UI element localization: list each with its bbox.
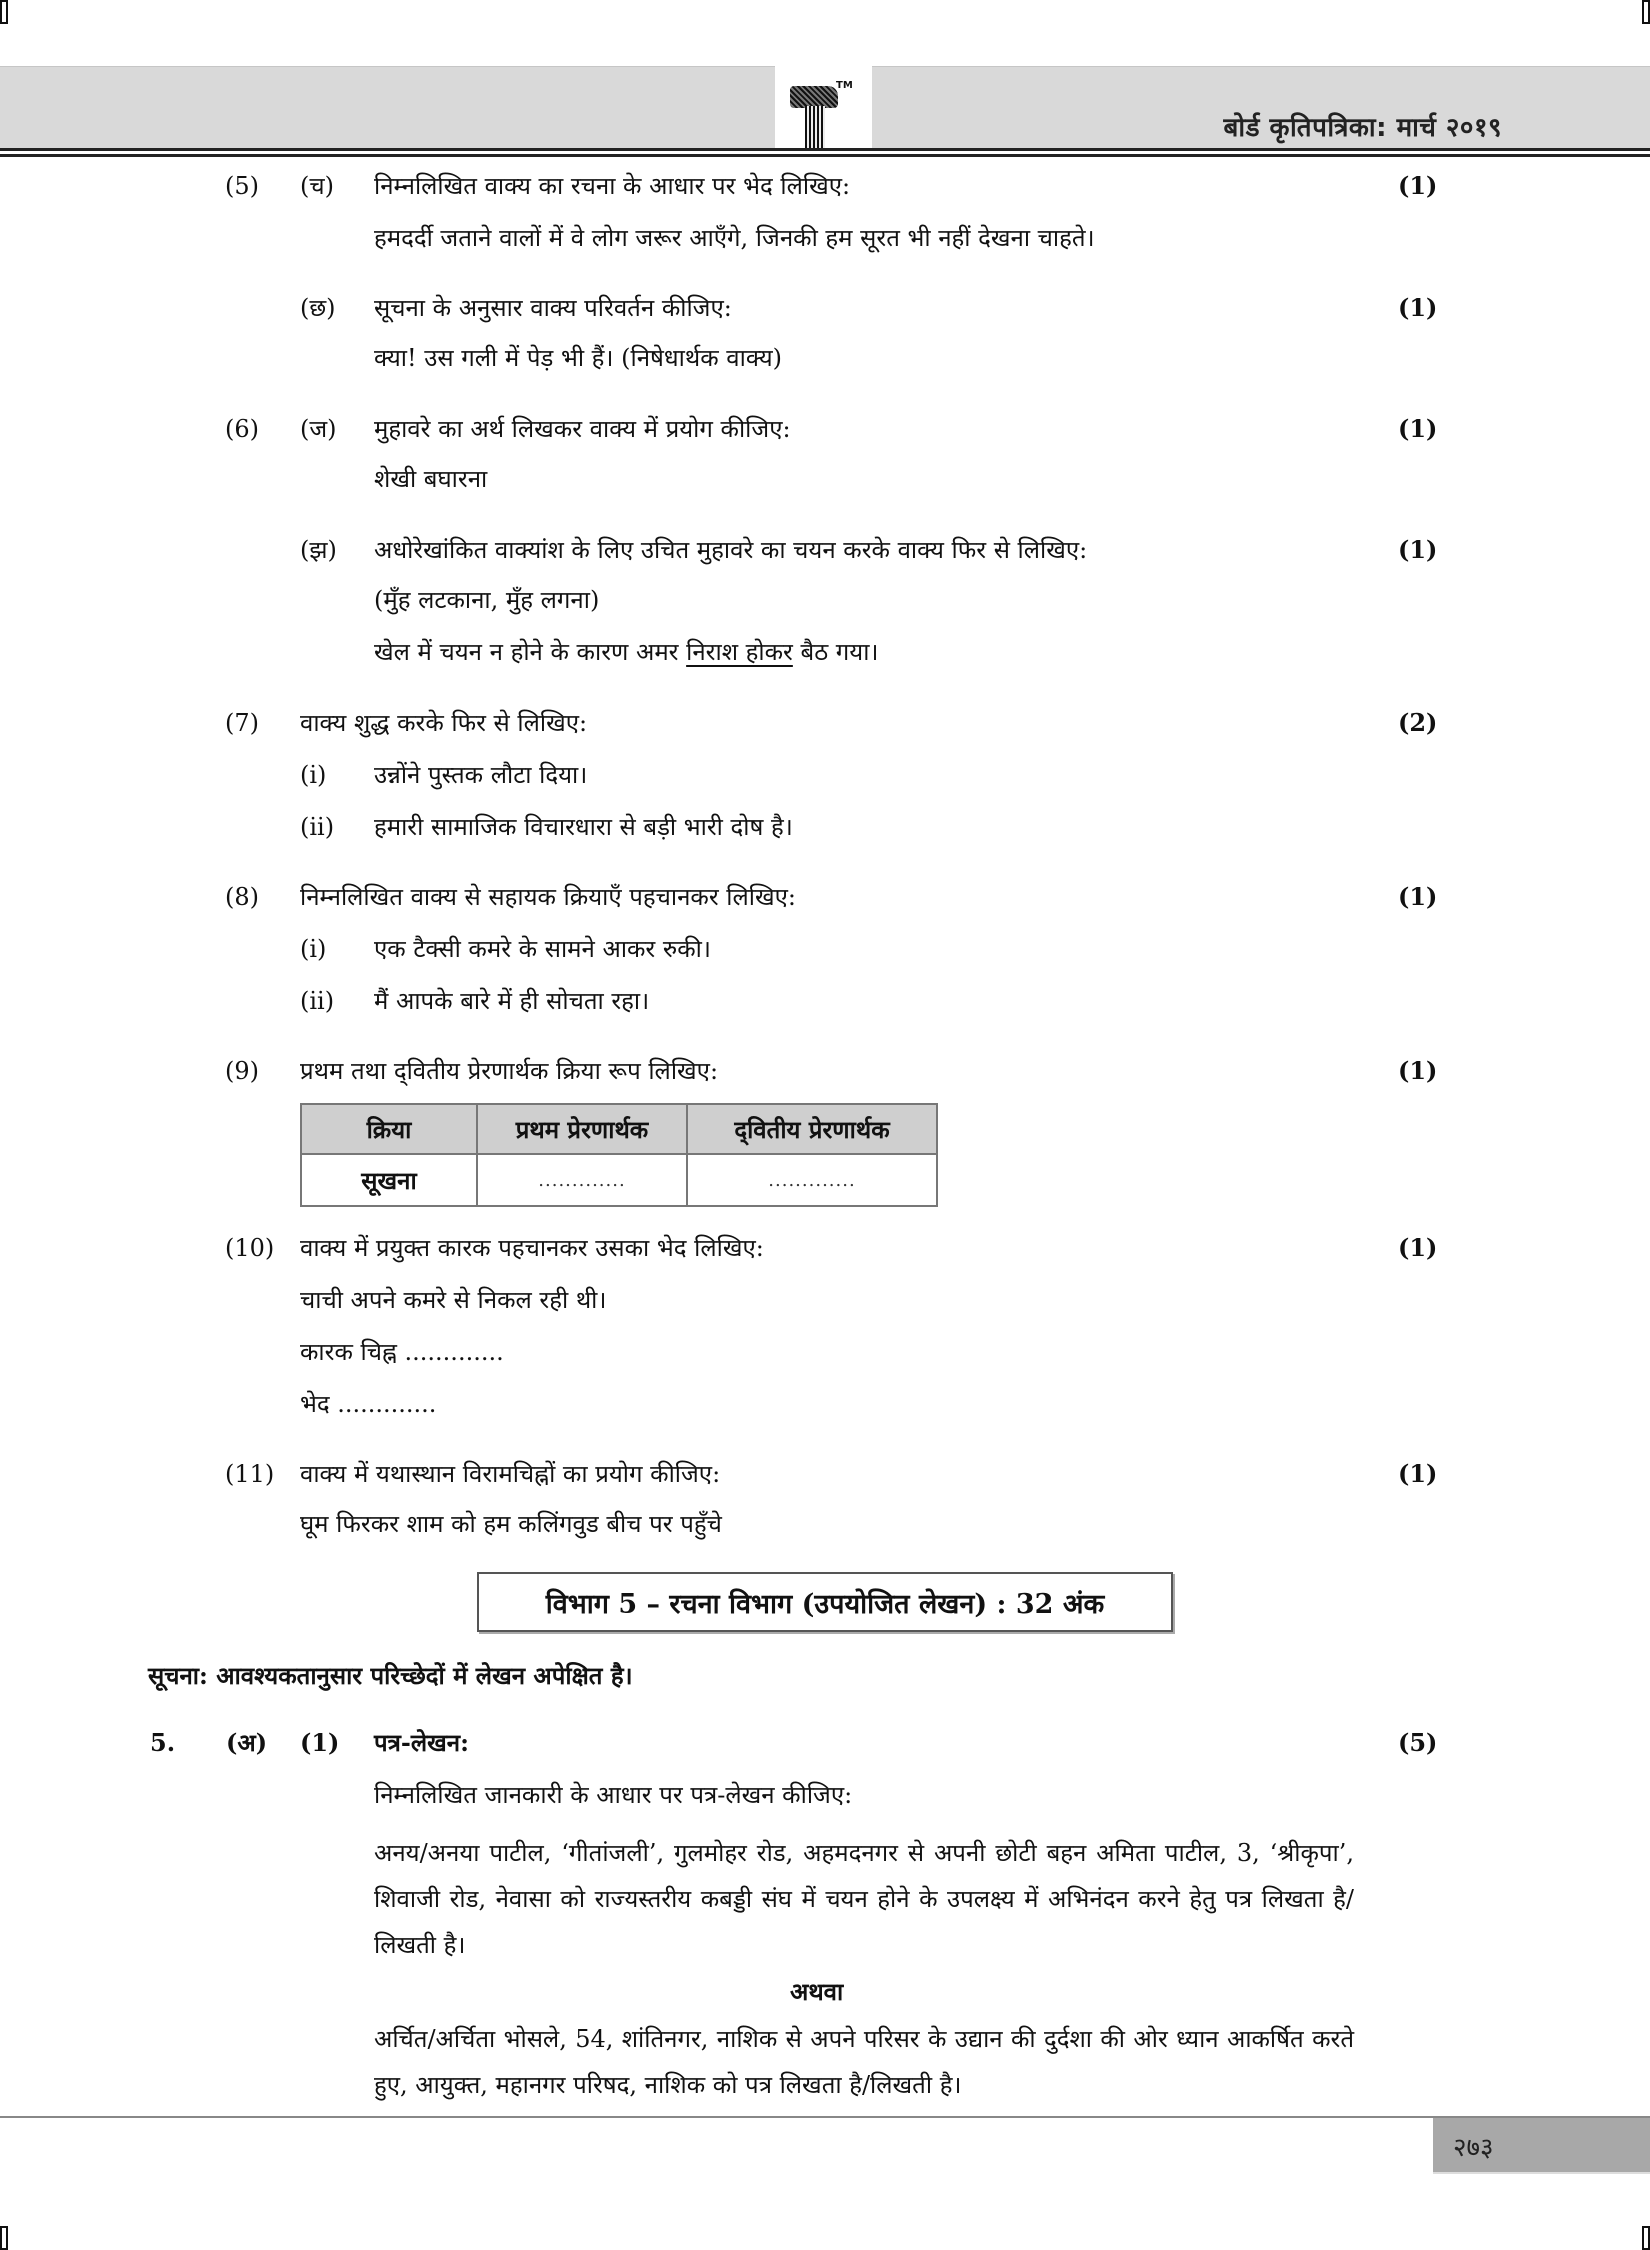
question-number: 5.: [150, 1728, 176, 1757]
question-prompt: निम्नलिखित वाक्य का रचना के आधार पर भेद लिखिए:: [374, 172, 851, 200]
item-label: (i): [300, 761, 327, 789]
question-prompt: निम्नलिखित वाक्य से सहायक क्रियाएँ पहचानकर लिखिए:: [300, 883, 796, 911]
header-title: बोर्ड कृतिपत्रिका: मार्च २०१९: [1223, 113, 1502, 143]
question-number: (10): [225, 1234, 275, 1262]
table-header-row: [301, 1104, 937, 1154]
question-instruction: निम्नलिखित जानकारी के आधार पर पत्र-लेखन कीजिए:: [374, 1781, 853, 1809]
item-text: हमारी सामाजिक विचारधारा से बड़ी भारी दोष है।: [374, 813, 793, 841]
question-text: घूम फिरकर शाम को हम कलिंगवुड बीच पर पहुँचे: [300, 1510, 722, 1538]
sub-question-label: (ज): [300, 415, 337, 443]
question-prompt: वाक्य में यथास्थान विरामचिह्नों का प्रयोग कीजिए:: [300, 1460, 721, 1488]
sub-question-label: (अ): [226, 1728, 268, 1757]
answer-line-karak: कारक चिह्न .............: [300, 1338, 504, 1366]
item-text: एक टैक्सी कमरे के सामने आकर रुकी।: [374, 935, 711, 963]
item-text: उन्नोंने पुस्तक लौटा दिया।: [374, 761, 588, 789]
question-prompt: प्रथम तथा द्‌वितीय प्रेरणार्थक क्रिया रूप लिखिए:: [300, 1057, 719, 1085]
marks: (1): [1398, 882, 1438, 911]
causative-verb-table: [300, 1103, 938, 1207]
section-notice: सूचना: आवश्यकतानुसार परिच्छेदों में लेखन अपेक्षित है।: [148, 1661, 633, 1690]
table-cell: सूखना: [301, 1154, 477, 1206]
item-label: (ii): [300, 987, 335, 1015]
page-number-tab: [1433, 2118, 1650, 2174]
sub-question-label: (झ): [300, 536, 337, 564]
item-label: (ii): [300, 813, 335, 841]
crop-mark-bottom-left: [0, 2226, 8, 2250]
question-number: (5): [225, 172, 259, 200]
answer-blank: .............: [477, 1154, 687, 1206]
crop-mark-top-right: [1642, 0, 1650, 24]
marks: (1): [1398, 1459, 1438, 1488]
item-label: (i): [300, 935, 327, 963]
underlined-phrase: निराश होकर: [686, 638, 793, 666]
marks: (1): [1398, 1233, 1438, 1262]
question-number: (11): [225, 1460, 275, 1488]
question-prompt: अधोरेखांकित वाक्यांश के लिए उचित मुहावरे का चयन करके वाक्य फिर से लिखिए:: [374, 536, 1088, 564]
question-prompt: वाक्य शुद्ध करके फिर से लिखिए:: [300, 709, 588, 737]
question-prompt: वाक्य में प्रयुक्त कारक पहचानकर उसका भेद लिखिए:: [300, 1234, 764, 1262]
logo-stem: [805, 106, 825, 150]
question-text: शेखी बघारना: [374, 465, 488, 493]
marks: (2): [1398, 708, 1438, 737]
section-title-box: विभाग 5 – रचना विभाग (उपयोजित लेखन) : 32 अंक: [477, 1572, 1173, 1632]
question-number: (9): [225, 1057, 259, 1085]
footer-rule: [0, 2116, 1650, 2118]
marks: (1): [1398, 171, 1438, 200]
logo-cap: [790, 86, 838, 108]
item-text: मैं आपके बारे में ही सोचता रहा।: [374, 987, 650, 1015]
header-rule: [0, 154, 1650, 157]
marks: (1): [1398, 414, 1438, 443]
publisher-logo-icon: [790, 80, 853, 150]
crop-mark-top-left: [0, 0, 8, 24]
header-band-left: [0, 66, 775, 148]
idiom-options: (मुँह लटकाना, मुँह लगना): [374, 586, 600, 614]
table-row: [301, 1154, 937, 1206]
question-prompt: मुहावरे का अर्थ लिखकर वाक्य में प्रयोग कीजिए:: [374, 415, 791, 443]
answer-line-bhed: भेद .............: [300, 1390, 437, 1418]
trademark-mark: TM: [836, 80, 853, 91]
question-text: चाची अपने कमरे से निकल रही थी।: [300, 1286, 607, 1314]
question-number: (8): [225, 883, 259, 911]
letter-option-2: अर्चित/अर्चिता भोसले, 54, शांतिनगर, नाशिक से अपने परिसर के उद्यान की दुर्दशा की ओर ध्यान आकर्षित करते हुए, आयुक्त, महानगर परिषद, नाशिक को पत्र लिखता है/लिखती है।: [374, 2025, 1354, 2099]
table-header: द्‌वितीय प्रेरणार्थक: [687, 1104, 937, 1154]
question-number: (7): [225, 709, 259, 737]
table-header: प्रथम प्रेरणार्थक: [477, 1104, 687, 1154]
item-label: (1): [300, 1728, 340, 1757]
answer-blank: .............: [687, 1154, 937, 1206]
question-text: [374, 636, 879, 668]
table-header: क्रिया: [301, 1104, 477, 1154]
header-rule: [0, 148, 1650, 151]
marks: (1): [1398, 535, 1438, 564]
or-label: अथवा: [790, 1977, 844, 2006]
question-text: क्या! उस गली में पेड़ भी हैं। (निषेधार्थक वाक्य): [374, 344, 782, 372]
marks: (1): [1398, 293, 1438, 322]
question-prompt: सूचना के अनुसार वाक्य परिवर्तन कीजिए:: [374, 294, 732, 322]
crop-mark-bottom-right: [1642, 2226, 1650, 2250]
sub-question-label: (छ): [300, 294, 336, 322]
marks: (5): [1398, 1728, 1438, 1757]
text-after: बैठ गया।: [792, 638, 879, 666]
page-number: २७३: [1453, 2133, 1494, 2163]
letter-option-1: अनय/अनया पाटील, ‘गीतांजली’, गुलमोहर रोड, अहमदनगर से अपनी छोटी बहन अमिता पाटील, 3, ‘श्रीकृपा’, शिवाजी रोड, नेवासा को राज्यस्तरीय कबड्डी संघ में चयन होने के उपलक्ष्य में अभिनंदन करने हेतु पत्र लिखता है/लिखती है।: [374, 1839, 1354, 1959]
marks: (1): [1398, 1056, 1438, 1085]
text-before: खेल में चयन न होने के कारण अमर: [374, 638, 687, 666]
sub-question-label: (च): [300, 172, 334, 200]
question-title: पत्र-लेखन:: [374, 1728, 469, 1757]
question-text: हमदर्दी जताने वालों में वे लोग जरूर आएँगे, जिनकी हम सूरत भी नहीं देखना चाहते।: [374, 224, 1095, 252]
question-number: (6): [225, 415, 259, 443]
